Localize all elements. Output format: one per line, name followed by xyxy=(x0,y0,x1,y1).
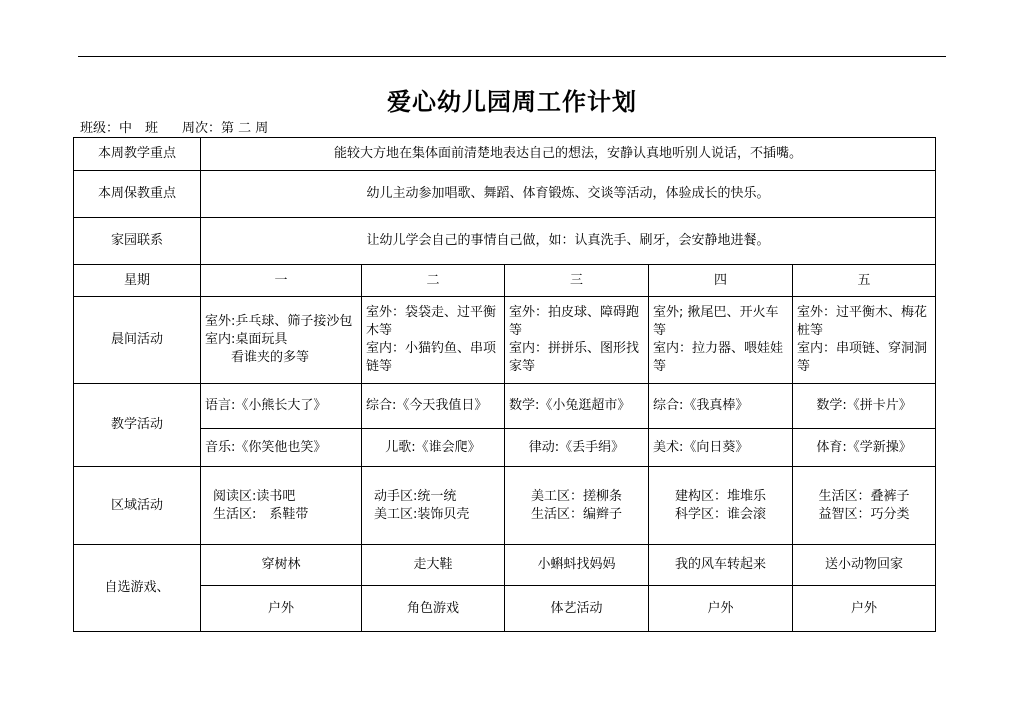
page-title: 爱心幼儿园周工作计划 xyxy=(387,87,637,116)
weekday-header: 五 xyxy=(793,265,936,297)
morning-activity-cell: 室外：过平衡木、梅花桩等 室内：串项链、穿洞洞等 xyxy=(793,297,936,384)
teaching-activity-cell: 体育:《学新操》 xyxy=(793,429,936,467)
area-activity-label: 区域活动 xyxy=(74,467,201,545)
morning-activity-cell: 室外：袋袋走、过平衡木等 室内：小猫钓鱼、串项链等 xyxy=(362,297,505,384)
class-label: 班级：中 班 xyxy=(80,121,159,136)
teaching-focus-label: 本周教学重点 xyxy=(74,138,201,171)
weekday-header: 一 xyxy=(201,265,362,297)
care-focus-row xyxy=(74,171,936,218)
morning-activity-cell: 室外:乒乓球、筛子接沙包 室内:桌面玩具 看谁夹的多等 xyxy=(201,297,362,384)
game-name-cell: 穿树林 xyxy=(201,545,362,586)
game-type-cell: 户外 xyxy=(793,586,936,632)
game-type-row xyxy=(74,586,936,632)
weekday-label: 星期 xyxy=(74,265,201,297)
teaching-activity-label: 教学活动 xyxy=(74,384,201,467)
teaching-focus-row xyxy=(74,138,936,171)
game-type-cell: 体艺活动 xyxy=(505,586,649,632)
game-type-cell: 户外 xyxy=(649,586,793,632)
teaching-focus-text: 能较大方地在集体面前清楚地表达自己的想法，安静认真地听别人说话，不插嘴。 xyxy=(201,138,936,171)
teaching-activity-cell: 儿歌:《谁会爬》 xyxy=(362,429,505,467)
morning-activity-cell: 室外; 揪尾巴、开火车等 室内：拉力器、喂娃娃等 xyxy=(649,297,793,384)
weekday-row xyxy=(74,265,936,297)
home-contact-text: 让幼儿学会自己的事情自己做，如：认真洗手、刷牙，会安静地进餐。 xyxy=(201,218,936,265)
area-activity-row xyxy=(74,467,936,545)
care-focus-text: 幼儿主动参加唱歌、舞蹈、体育锻炼、交谈等活动，体验成长的快乐。 xyxy=(201,171,936,218)
teaching-activity-row-2 xyxy=(74,429,936,467)
teaching-activity-cell: 美术:《向日葵》 xyxy=(649,429,793,467)
teaching-activity-cell: 综合:《今天我值日》 xyxy=(362,384,505,429)
area-activity-cell: 动手区:统一统 美工区:装饰贝壳 xyxy=(362,467,505,545)
game-name-cell: 我的风车转起来 xyxy=(649,545,793,586)
game-name-cell: 小蝌蚪找妈妈 xyxy=(505,545,649,586)
game-type-cell: 角色游戏 xyxy=(362,586,505,632)
teaching-activity-row-1 xyxy=(74,384,936,429)
game-name-cell: 送小动物回家 xyxy=(793,545,936,586)
home-contact-row xyxy=(74,218,936,265)
top-rule xyxy=(78,56,946,57)
week-label: 周次：第 二 周 xyxy=(182,121,269,136)
weekday-header: 四 xyxy=(649,265,793,297)
weekly-plan-table xyxy=(73,137,936,632)
morning-activity-cell: 室外：拍皮球、障碍跑等 室内：拼拼乐、图形找家等 xyxy=(505,297,649,384)
home-contact-label: 家园联系 xyxy=(74,218,201,265)
game-type-cell: 户外 xyxy=(201,586,362,632)
morning-activity-label: 晨间活动 xyxy=(74,297,201,384)
morning-activity-row xyxy=(74,297,936,384)
class-week-info xyxy=(80,117,292,136)
game-name-cell: 走大鞋 xyxy=(362,545,505,586)
care-focus-label: 本周保教重点 xyxy=(74,171,201,218)
free-game-label: 自选游戏、 xyxy=(74,545,201,632)
game-name-row xyxy=(74,545,936,586)
area-activity-cell: 生活区：叠裤子 益智区：巧分类 xyxy=(793,467,936,545)
teaching-activity-cell: 语言:《小熊长大了》 xyxy=(201,384,362,429)
teaching-activity-cell: 律动:《丢手绢》 xyxy=(505,429,649,467)
teaching-activity-cell: 数学:《小兔逛超市》 xyxy=(505,384,649,429)
area-activity-cell: 美工区：搓柳条 生活区：编辫子 xyxy=(505,467,649,545)
teaching-activity-cell: 数学:《拼卡片》 xyxy=(793,384,936,429)
weekday-header: 二 xyxy=(362,265,505,297)
teaching-activity-cell: 音乐:《你笑他也笑》 xyxy=(201,429,362,467)
weekday-header: 三 xyxy=(505,265,649,297)
area-activity-cell: 建构区：堆堆乐 科学区：谁会滚 xyxy=(649,467,793,545)
area-activity-cell: 阅读区:读书吧 生活区: 系鞋带 xyxy=(201,467,362,545)
teaching-activity-cell: 综合:《我真棒》 xyxy=(649,384,793,429)
